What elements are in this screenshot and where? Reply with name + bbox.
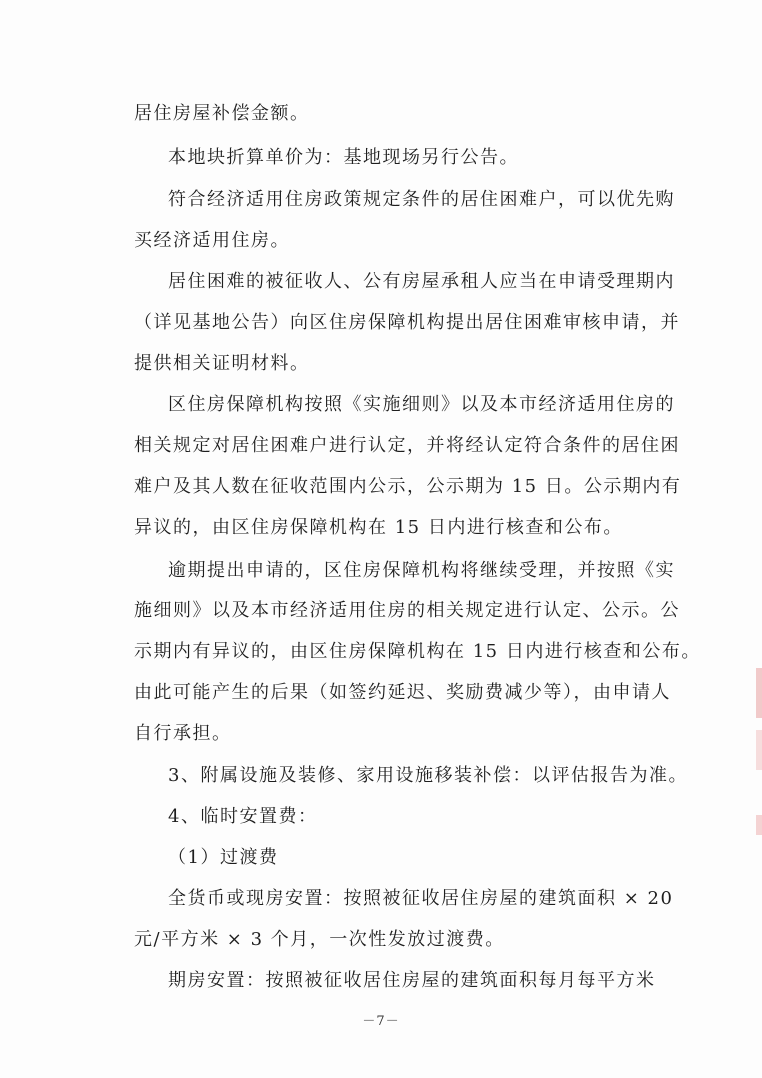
text-line: 3、附属设施及装修、家用设施移装补偿：以评估报告为准。 (168, 765, 688, 786)
text-line: 自行承担。 (134, 723, 232, 744)
text-line: 异议的，由区住房保障机构在 15 日内进行核查和公布。 (134, 517, 623, 538)
text-line: 示期内有异议的，由区住房保障机构在 15 日内进行核查和公布。 (134, 641, 701, 662)
scan-edge-mark (756, 668, 762, 718)
text-line: 元/平方米 × 3 个月，一次性发放过渡费。 (134, 929, 505, 950)
text-line: 难户及其人数在征收范围内公示，公示期为 15 日。公示期内有 (134, 476, 682, 497)
text-line: 本地块折算单价为：基地现场另行公告。 (168, 147, 519, 168)
text-line: （1）过渡费 (168, 847, 279, 868)
text-line: 相关规定对居住困难户进行认定，并将经认定符合条件的居住困 (134, 435, 680, 456)
text-line: 全货币或现房安置：按照被征收居住房屋的建筑面积 × 20 (168, 888, 674, 909)
text-line: 符合经济适用住房政策规定条件的居住困难户，可以优先购 (168, 189, 675, 210)
text-line: 提供相关证明材料。 (134, 353, 310, 374)
text-line: 4、临时安置费： (168, 806, 318, 827)
text-line: 区住房保障机构按照《实施细则》以及本市经济适用住房的 (168, 394, 675, 415)
text-line: 居住困难的被征收人、公有房屋承租人应当在申请受理期内 (168, 271, 675, 292)
page-number: －7－ (362, 1014, 400, 1029)
text-line: （详见基地公告）向区住房保障机构提出居住困难审核申请，并 (134, 312, 680, 333)
text-line: 施细则》以及本市经济适用住房的相关规定进行认定、公示。公 (134, 600, 680, 621)
scan-edge-mark (756, 815, 762, 835)
text-line: 由此可能产生的后果（如签约延迟、奖励费减少等），由申请人 (134, 682, 671, 703)
scan-edge-mark (756, 730, 762, 770)
text-line: 期房安置：按照被征收居住房屋的建筑面积每月每平方米 (168, 970, 656, 991)
text-line: 买经济适用住房。 (134, 230, 290, 251)
text-line: 居住房屋补偿金额。 (134, 103, 310, 124)
text-line: 逾期提出申请的，区住房保障机构将继续受理，并按照《实 (168, 560, 675, 581)
